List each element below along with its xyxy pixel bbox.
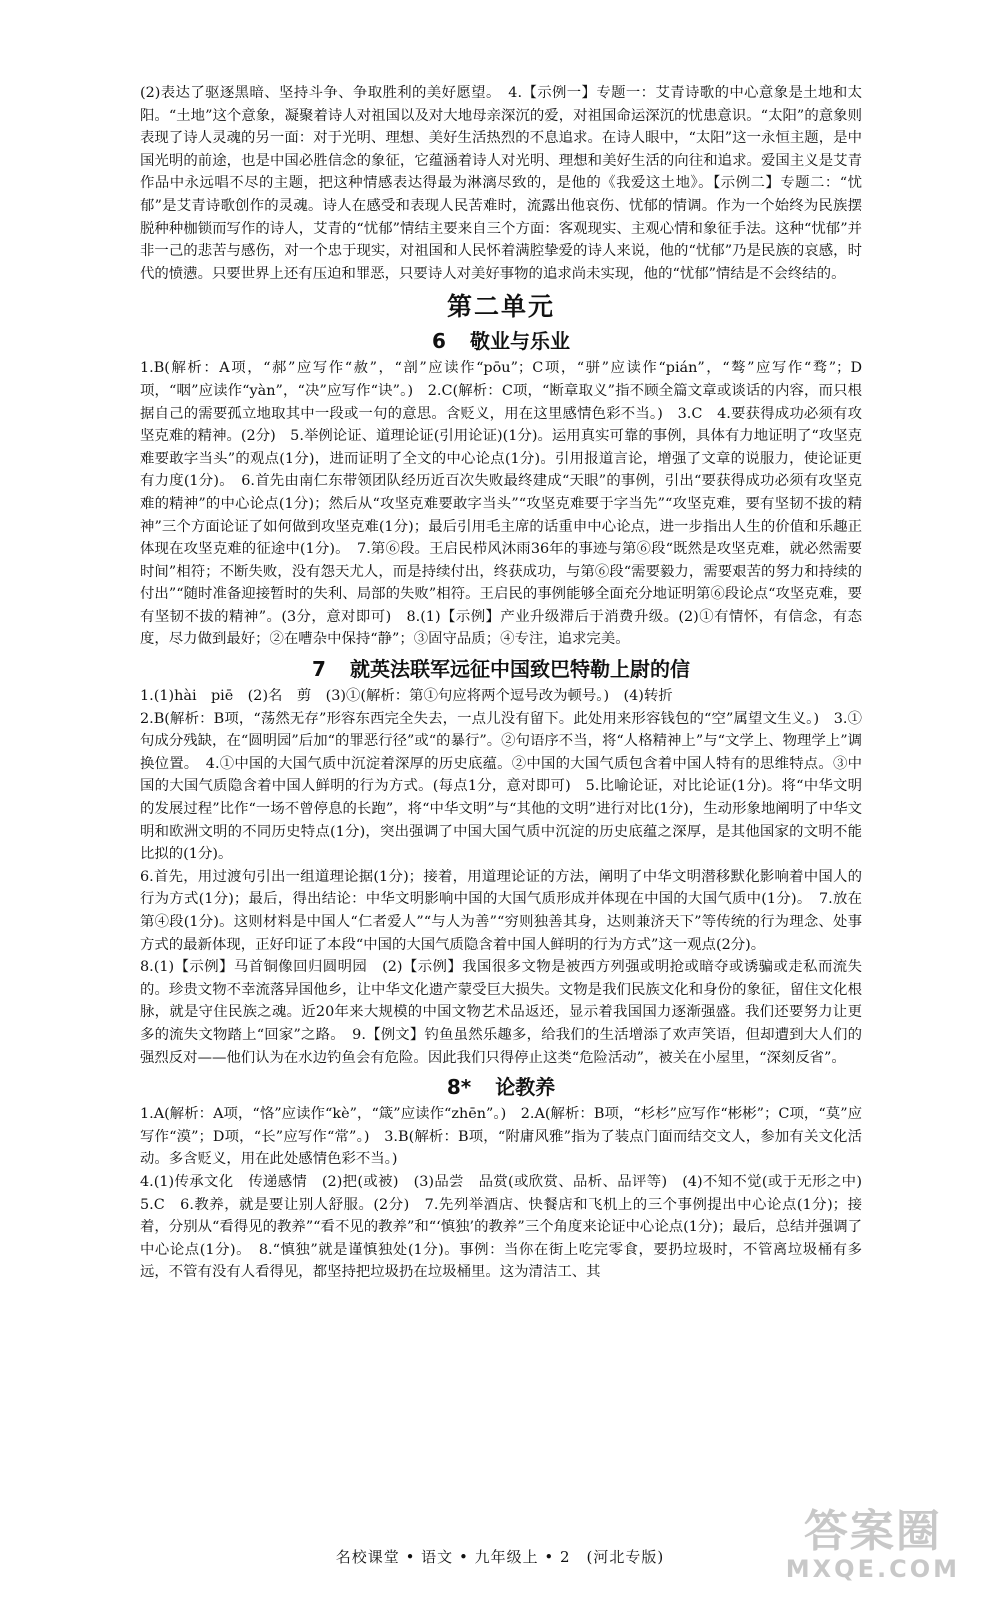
- intro-paragraph: (2)表达了驱逐黑暗、坚持斗争、争取胜利的美好愿望。 4.【示例一】专题一：艾青诗歌的中心意象是土地和太阳。“土地”这个意象，凝聚着诗人对祖国以及对大地母亲深沉的爱，对祖国命运深沉的忧患意识。“太阳”的意象则表现了诗人灵魂的另一面：对于光明、理想、美好生活热烈的不息追求。在诗人眼中，“太阳”这一永恒主题，是中国光明的前途，也是中国必胜信念的象征，它蕴涵着诗人对光明、理想和美好生活的向往和追求。爱国主义是艾青作品中永远唱不尽的主题，把这种情感表达得最为淋漓尽致的，是他的《我爱这土地》。【示例二】专题二：“忧郁”是艾青诗歌创作的灵魂。诗人在感受和表现人民苦难时，流露出他哀伤、忧郁的情调。作为一个始终为民族摆脱种种枷锁而写作的诗人，艾青的“忧郁”情结主要来自三个方面：客观现实、主观心情和象征手法。这种“忧郁”并非一己的悲苦与感伤，对一个忠于现实，对祖国和人民怀着满腔挚爱的诗人来说，他的“忧郁”乃是民族的哀感，时代的愤懑。只要世界上还有压迫和罪恶，只要诗人对美好事物的追求尚未实现，他的“忧郁”情结是不会终结的。: [140, 85, 862, 282]
- section-6-heading: [140, 327, 862, 355]
- section-number: 8*: [446, 1075, 472, 1100]
- section-8-answers-2: 4.(1)传承文化 传递感情 (2)把(或被) (3)品尝 品赏(或欣赏、品析、品评等) (4)不知不觉(或于无形之中) 5.C 6.教养，就是要让别人舒服。(2分) 7.先列举酒店、快餐店和飞机上的三个事例提出中心论点(1分)；接着，分别从“看得见的教养”“看不见的教养”和“‘慎独’的教养”三个角度来论证中心论点(1分)；最后，总结并强调了中心论点(1分)。 8.“慎独”就是谨慎独处(1分)。事例：当你在街上吃完零食，要扔垃圾时，不管离垃圾桶有多远，不管有没有人看得见，都坚持把垃圾扔在垃圾桶里。这为清洁工、其: [140, 1173, 877, 1281]
- site-watermark: [786, 1508, 960, 1582]
- section-8-answers-1: 1.A(解析：A项，“恪”应读作“kè”，“箴”应读作“zhēn”。) 2.A(解析：B项，“杉杉”应写作“彬彬”；C项，“莫”应写作“漠”；D项，“长”应写作“常”。) 3.B(解析：B项，“附庸风雅”指为了装点门面而结交文人，参加有关文化活动。多含贬义，用在此处感情色彩不当。): [140, 1106, 862, 1168]
- watermark-logo-text: 答案圈: [803, 1506, 942, 1557]
- unit-title: 第二单元: [446, 292, 555, 322]
- section-number: 6: [432, 329, 446, 354]
- section-number: 7: [312, 657, 326, 682]
- answer-page: [140, 82, 877, 1284]
- section-6-answers: 1.B(解析：A项，“郝”应写作“赦”，“剖”应读作“pōu”；C项，“骈”应读作“pián”，“骜”应写作“骛”；D项，“咽”应读作“yàn”，“决”应写作“诀”。) 2.C(解析：C项，“断章取义”指不顾全篇文章或谈话的内容，而只根据自己的需要孤立地取其中一段或一句的意思。含贬义，用在这里感情色彩不当。) 3.C 4.要获得成功必须有攻坚克难的精神。(2分) 5.举例论证、道理论证(引用论证)(1分)。运用真实可靠的事例，具体有力地证明了“攻坚克难要敢字当头”的观点(1分)，进而证明了全文的中心论点(1分)。引用报道言论，增强了文章的说服力，使论证更有力度(1分)。 6.首先由南仁东带领团队经历近百次失败最终建成“天眼”的事例，引出“要获得成功必须有攻坚克难的精神”的中心论点(1分)；然后从“攻坚克难要敢字当头”“攻坚克难要于字当先”“攻坚克难，要有坚韧不拔的精神”三个方面论证了如何做到攻坚克难(1分)；最后引用毛主席的话重申中心论点，进一步指出人生的价值和乐趣正体现在攻坚克难的征途中(1分)。 7.第⑥段。王启民栉风沐雨36年的事迹与第⑥段“既然是攻坚克难，就必然需要时间”相符；不断失败，没有怨天尤人，而是持续付出，终获成功，与第⑥段“需要毅力，需要艰苦的努力和持续的付出”“随时准备迎接暂时的失利、局部的失败”相符。王启民的事例能够全面充分地证明第⑥段论点“攻坚克难，要有坚韧不拔的精神”。(3分，意对即可) 8.(1)【示例】产业升级滞后于消费升级。(2)①有情怀，有信念，有态度，尽力做到最好；②在嘈杂中保持“静”；③固守品质；④专注，追求完美。: [140, 360, 862, 648]
- section-8-heading: [140, 1073, 862, 1101]
- section-title: 就英法联军远征中国致巴特勒上尉的信: [349, 657, 690, 682]
- section-7-answers-2: 2.B(解析：B项，“荡然无存”形容东西完全失去，一点儿没有留下。此处用来形容钱包的“空”属望文生义。) 3.①句成分残缺，在“圆明园”后加“的罪恶行径”或“的暴行”。②句语序不当，将“人格精神上”与“文学上、物理学上”调换位置。 4.①中国的大国气质中沉淀着深厚的历史底蕴。②中国的大国气质包含着中国人特有的思维特点。③中国的大国气质隐含着中国人鲜明的行为方式。(每点1分，意对即可) 5.比喻论证，对比论证(1分)。将“中华文明的发展过程”比作“一场不曾停息的长跑”，将“中华文明”与“其他的文明”进行对比(1分)，生动形象地阐明了中华文明和欧洲文明的不同历史特点(1分)，突出强调了中国大国气质中沉淀的历史底蕴之深厚，是其他国家的文明不能比拟的(1分)。: [140, 710, 862, 863]
- watermark-url: MXQE.COM: [785, 1555, 960, 1583]
- section-7-heading: [140, 655, 862, 683]
- section-title: 论教养: [495, 1075, 556, 1100]
- section-7-answers-4: 8.(1)【示例】马首铜像回归圆明园 (2)【示例】我国很多文物是被西方列强或明抢或暗夺或诱骗或走私而流失的。珍贵文物不幸流落异国他乡，让中华文化遗产蒙受巨大损失。文物是我们民族文化和身份的象征，留住文化根脉，就是守住民族之魂。近20年来大规模的中国文物艺术品返还，显示着我国国力逐渐强盛。我们还要努力让更多的流失文物踏上“回家”之路。 9.【例文】钓鱼虽然乐趣多，给我们的生活增添了欢声笑语，但却遭到大人们的强烈反对——他们认为在水边钓鱼会有危险。因此我们只得停止这类“危险活动”，被关在小屋里，“深刻反省”。: [140, 959, 862, 1066]
- section-7-answers-3: 6.首先，用过渡句引出一组道理论据(1分)；接着，用道理论证的方法，阐明了中华文明潜移默化影响着中国人的行为方式(1分)；最后，得出结论：中华文明影响中国的大国气质形成并体现在中国的大国气质中(1分)。 7.放在第④段(1分)。这则材料是中国人“仁者爱人”“与人为善”“穷则独善其身，达则兼济天下”等传统的行为理念、处事方式的最新体现，正好印证了本段“中国的大国气质隐含着中国人鲜明的行为方式”这一观点(2分)。: [140, 868, 862, 953]
- section-title: 敬业与乐业: [469, 329, 570, 354]
- section-7-answers-1: 1.(1)hài piē (2)名 剪 (3)①(解析：第①句应将两个逗号改为顿号。) (4)转折: [140, 688, 673, 705]
- page-footer: 名校课堂 • 语文 • 九年级上 • 2 (河北专版): [335, 1548, 665, 1566]
